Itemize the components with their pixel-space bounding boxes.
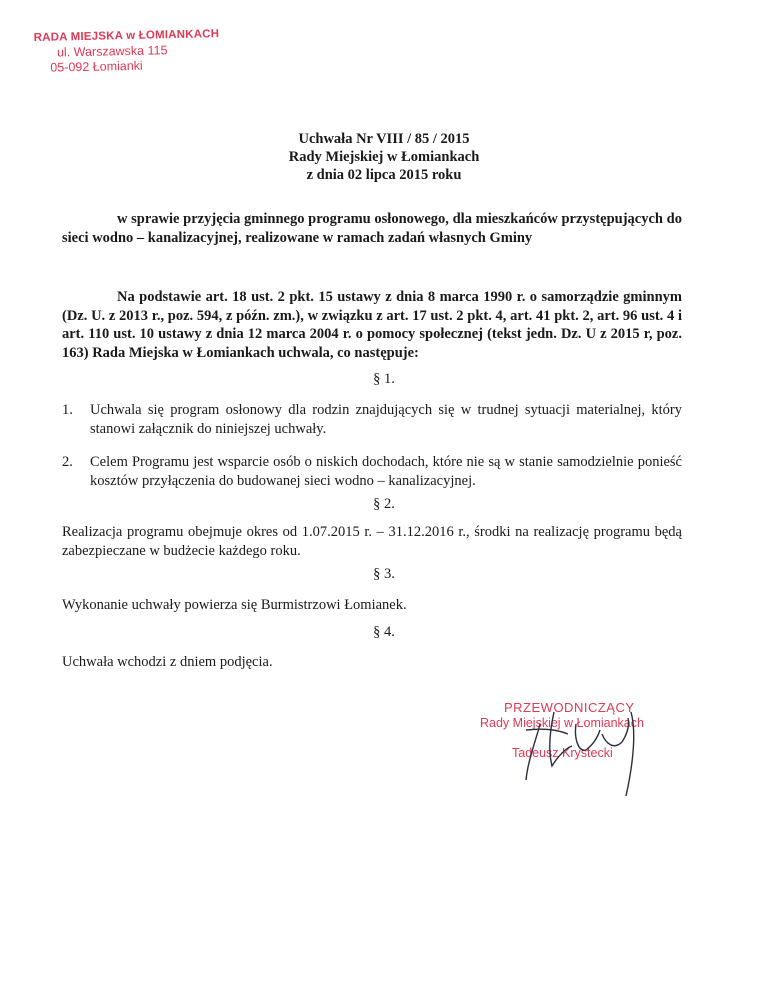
signature-role: PRZEWODNICZĄCY xyxy=(504,700,635,715)
section-1-label: § 1. xyxy=(373,371,395,387)
signature-name: Tadeusz Krystecki xyxy=(512,746,613,760)
section-2-text: Realizacja programu obejmuje okres od 1.07.2015 r. – 31.12.2016 r., środki na realizację programu będą zabezpieczane w budżecie każdego roku. xyxy=(62,524,682,559)
item-text: Celem Programu jest wsparcie osób o niskich dochodach, które nie są w stanie samodzielnie ponieść kosztów przyłączenia do budowanej sieci wodno – kanalizacyjnej. xyxy=(90,454,682,489)
section-4-text: Uchwała wchodzi z dniem podjęcia. xyxy=(62,654,273,670)
section-1-item-2 xyxy=(62,453,682,490)
item-number: 2. xyxy=(62,454,73,470)
resolution-council: Rady Miejskiej w Łomiankach xyxy=(288,149,480,165)
section-3-label: § 3. xyxy=(373,566,395,582)
signature-body: Rady Miejskiej w Łomiankach xyxy=(480,716,644,730)
stamp-council-name: RADA MIEJSKA w ŁOMIANKACH xyxy=(33,28,220,44)
chairman-signature-stamp xyxy=(476,700,696,790)
resolution-date: z dnia 02 lipca 2015 roku xyxy=(306,167,462,183)
item-text: Uchwala się program osłonowy dla rodzin znajdujących się w trudnej sytuacji materialnej, który stanowi załącznik do niniejszej uchwały. xyxy=(90,402,682,437)
resolution-heading xyxy=(0,130,768,184)
legal-basis: Na podstawie art. 18 ust. 2 pkt. 15 ustawy z dnia 8 marca 1990 r. o samorządzie gminnym (Dz. U. z 2013 r., poz. 594, z późn. zm.), w związku z art. 17 ust. 2 pkt. 4, art. 41 pkt. 2, art. 96 ust. 4 i art. 110 ust. 10 ustawy z dnia 12 marca 2004 r. o pomocy społecznej (tekst jedn. Dz. U z 2015 r, poz. 163) Rada Miejska w Łomiankach uchwala, co następuje: xyxy=(62,289,682,361)
section-2-label: § 2. xyxy=(373,496,395,512)
stamp-postal-city: 05-092 Łomianki xyxy=(50,58,143,75)
council-address-stamp xyxy=(34,28,225,75)
resolution-title: Uchwała Nr VIII / 85 / 2015 xyxy=(298,131,470,147)
item-number: 1. xyxy=(62,402,73,418)
section-4-label: § 4. xyxy=(373,624,395,640)
handwritten-signature xyxy=(476,700,696,800)
section-1-item-1 xyxy=(62,401,682,438)
stamp-street: ul. Warszawska 115 xyxy=(56,43,168,60)
section-3-text: Wykonanie uchwały powierza się Burmistrzowi Łomianek. xyxy=(62,597,407,613)
resolution-subject: w sprawie przyjęcia gminnego programu osłonowego, dla mieszkańców przystępujących do sieci wodno – kanalizacyjnej, realizowane w ramach zadań własnych Gminy xyxy=(62,211,682,246)
